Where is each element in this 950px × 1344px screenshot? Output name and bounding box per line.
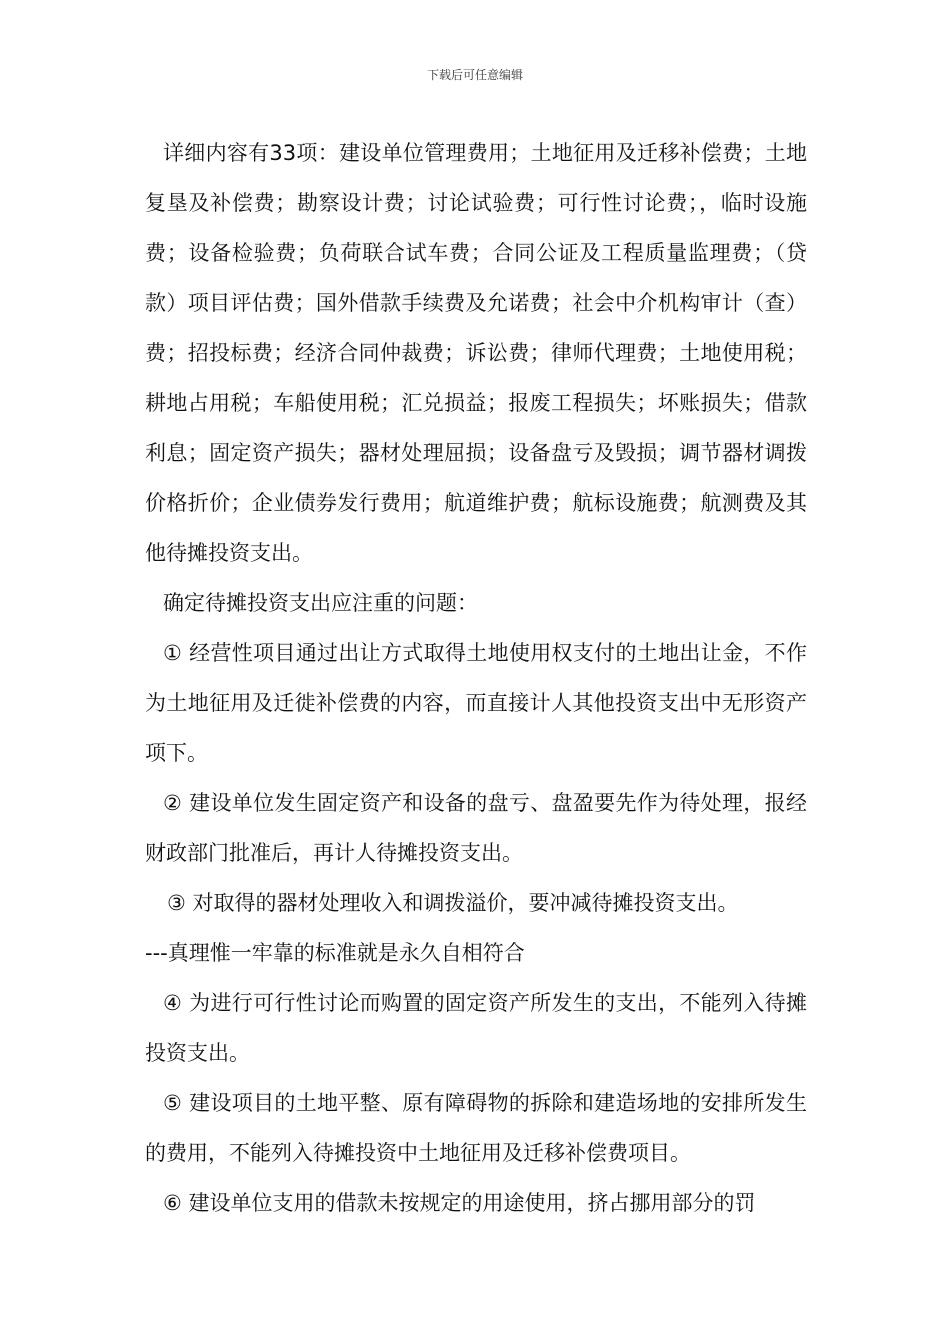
paragraph-quote: ---真理惟一牢靠的标准就是永久自相符合 [145,941,525,965]
paragraph-issue-1: ① 经营性项目通过出让方式取得土地使用权支付的土地出让金，不作为土地征用及迁徙补偿费的内容，而直接计人其他投资支出中无形资产项下。 [145,641,807,765]
paragraph-expense-items: 详细内容有33项：建设单位管理费用；土地征用及迁移补偿费；土地复垦及补偿费；勘察设计费；讨论试验费；可行性讨论费；，临时设施费；设备检验费；负荷联合试车费；合同公证及工程质量监理费；（贷款）项目评估费；国外借款手续费及允诺费；社会中介机构审计（查）费；招投标费；经济合同仲裁费；诉讼费；律师代理费；土地使用税；耕地占用税；车船使用税；汇兑损益；报废工程损失；坏账损失；借款利息；固定资产损失；器材处理屈损；设备盘亏及毁损；调节器材调拨价格折价；企业债券发行费用；航道维护费；航标设施费；航测费及其他待摊投资支出。 [145,141,807,565]
paragraph-issue-4: ④ 为进行可行性讨论而购置的固定资产所发生的支出，不能列入待摊投资支出。 [145,991,807,1065]
page-header: 下载后可任意编辑 [426,68,523,82]
paragraph-issue-6: ⑥ 建设单位支用的借款未按规定的用途使用，挤占挪用部分的罚 [163,1191,756,1215]
paragraph-issues-heading: 确定待摊投资支出应注重的问题： [163,591,478,615]
paragraph-issue-3: ③ 对取得的器材处理收入和调拨溢价，要冲减待摊投资支出。 [167,891,739,915]
paragraph-issue-2: ② 建设单位发生固定资产和设备的盘亏、盘盈要先作为待处理，报经财政部门批准后，再计人待摊投资支出。 [145,791,807,865]
document-body [145,128,807,1228]
paragraph-issue-5: ⑤ 建设项目的土地平整、原有障碍物的拆除和建造场地的安排所发生的费用，不能列入待摊投资中土地征用及迁移补偿费项目。 [145,1091,807,1165]
